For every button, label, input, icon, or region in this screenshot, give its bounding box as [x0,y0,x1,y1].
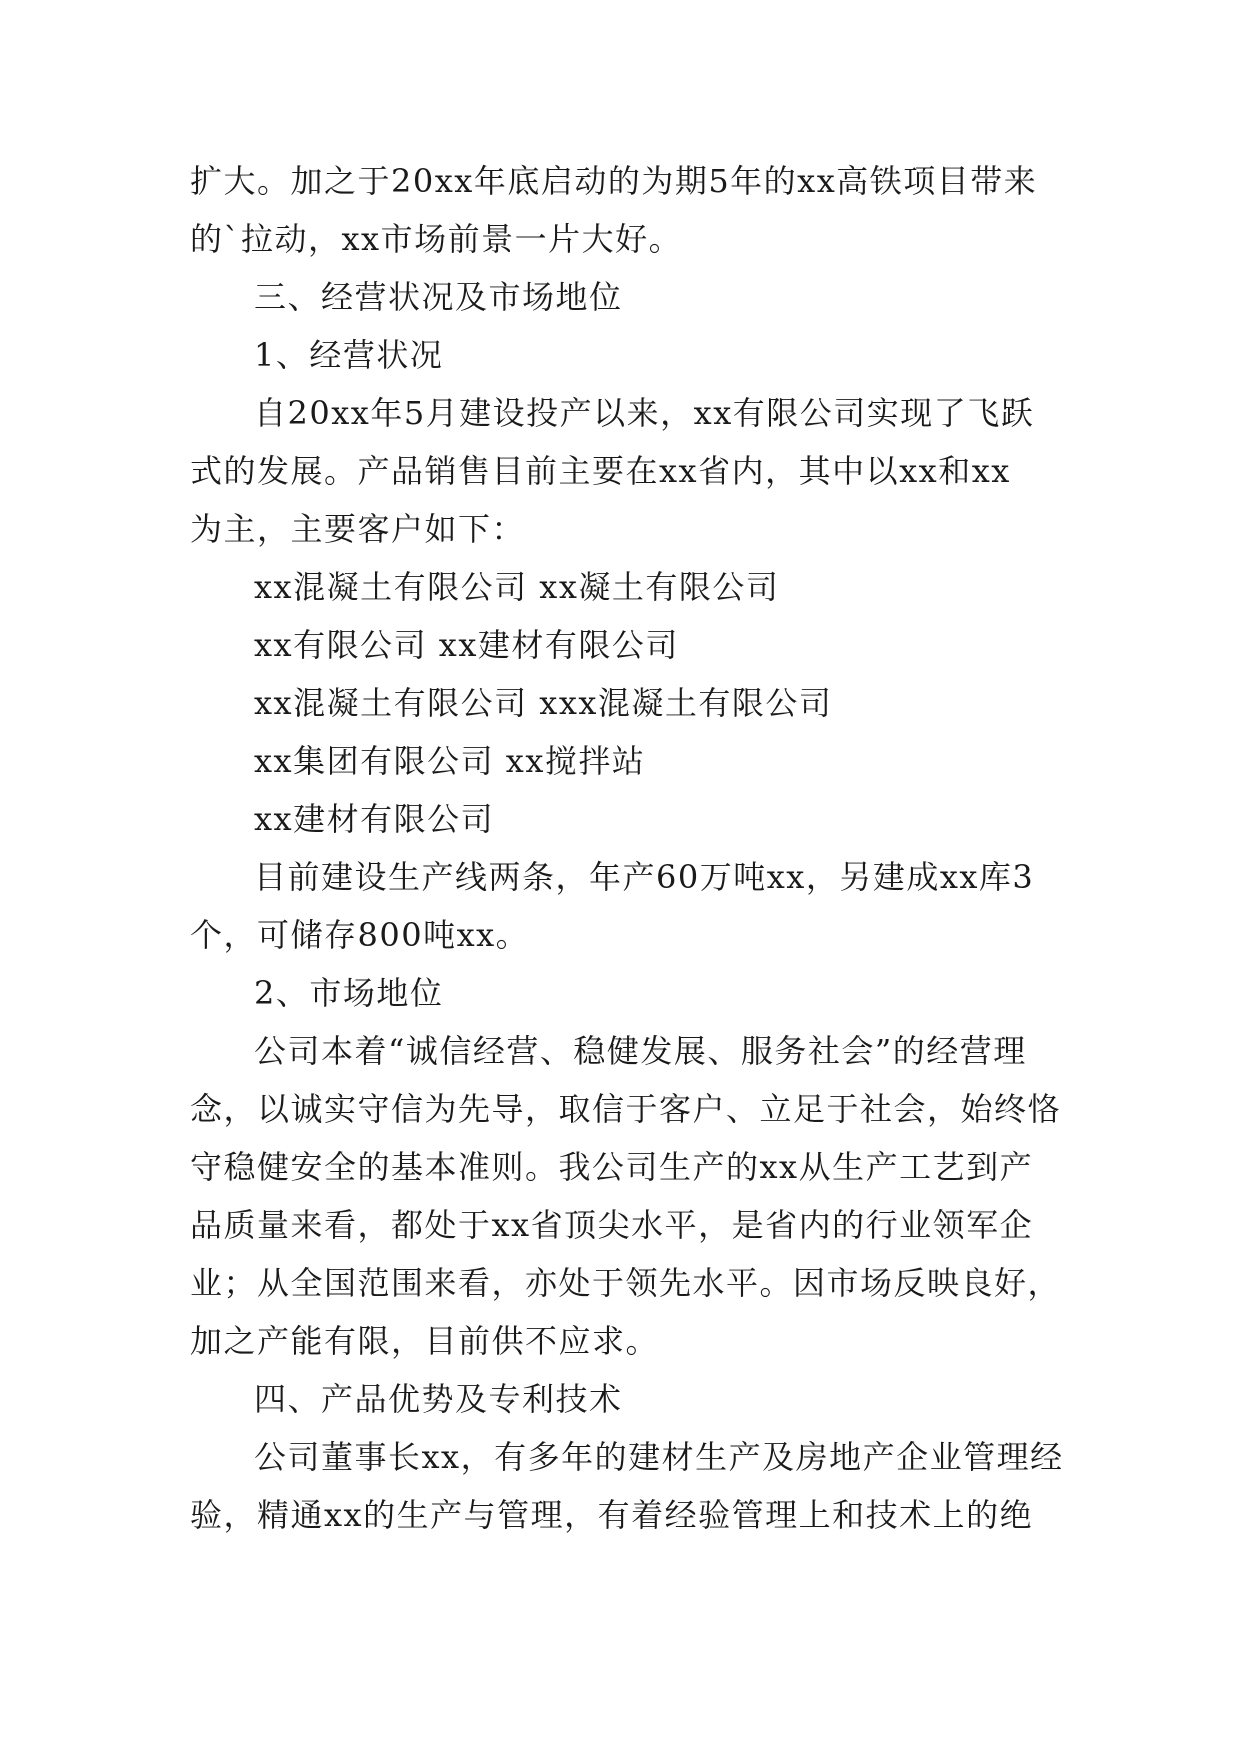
text-line: 个，可储存800吨xx。 [190,916,530,954]
text-line: 目前建设生产线两条，年产60万吨xx，另建成xx库3 [254,858,1035,896]
paragraph-development [190,384,1060,558]
text-line: 业；从全国范围来看，亦处于领先水平。因市场反映良好， [190,1264,1062,1302]
subheading-operating-status [190,326,1060,384]
text-line: 自20xx年5月建设投产以来，xx有限公司实现了飞跃 [254,394,1035,432]
customer-list-item [190,790,1060,848]
customer-list-item [190,674,1060,732]
section-heading-operations [190,268,1060,326]
text-line: xx混凝土有限公司 xxx混凝土有限公司 [254,684,833,722]
customer-list-item [190,732,1060,790]
heading-text: 四、产品优势及专利技术 [254,1380,623,1418]
heading-text: 1、经营状况 [254,336,444,374]
paragraph-chairman [190,1428,1064,1544]
paragraph-production-capacity [190,848,1060,964]
text-line: 公司本着“诚信经营、稳健发展、服务社会”的经营理 [254,1032,1027,1070]
text-line: 品质量来看，都处于xx省顶尖水平，是省内的行业领军企 [190,1206,1034,1244]
text-line: 加之产能有限，目前供不应求。 [190,1322,660,1360]
text-line: 式的发展。产品销售目前主要在xx省内，其中以xx和xx [190,452,1011,490]
paragraph-market-outlook [190,152,1060,268]
text-line: 验，精通xx的生产与管理，有着经验管理上和技术上的绝 [190,1496,1034,1534]
text-line: xx有限公司 xx建材有限公司 [254,626,679,664]
subheading-market-position [190,964,1060,1022]
text-line: xx集团有限公司 xx搅拌站 [254,742,646,780]
text-line: 扩大。加之于20xx年底启动的为期5年的xx高铁项目带来 [190,162,1038,200]
section-heading-product-advantages [190,1370,1060,1428]
text-line: xx混凝土有限公司 xx凝土有限公司 [254,568,780,606]
text-line: 为主，主要客户如下： [190,510,526,548]
customer-list-item [190,558,1060,616]
customer-list-item [190,616,1060,674]
heading-text: 三、经营状况及市场地位 [254,278,623,316]
text-line: 念，以诚实守信为先导，取信于客户、立足于社会，始终恪 [190,1090,1062,1128]
text-line: 公司董事长xx，有多年的建材生产及房地产企业管理经 [254,1438,1064,1476]
document-page [190,152,1064,1544]
text-line: 的`拉动，xx市场前景一片大好。 [190,220,683,258]
text-line: xx建材有限公司 [254,800,495,838]
paragraph-business-philosophy [190,1022,1060,1370]
text-line: 守稳健安全的基本准则。我公司生产的xx从生产工艺到产 [190,1148,1034,1186]
heading-text: 2、市场地位 [254,974,444,1012]
